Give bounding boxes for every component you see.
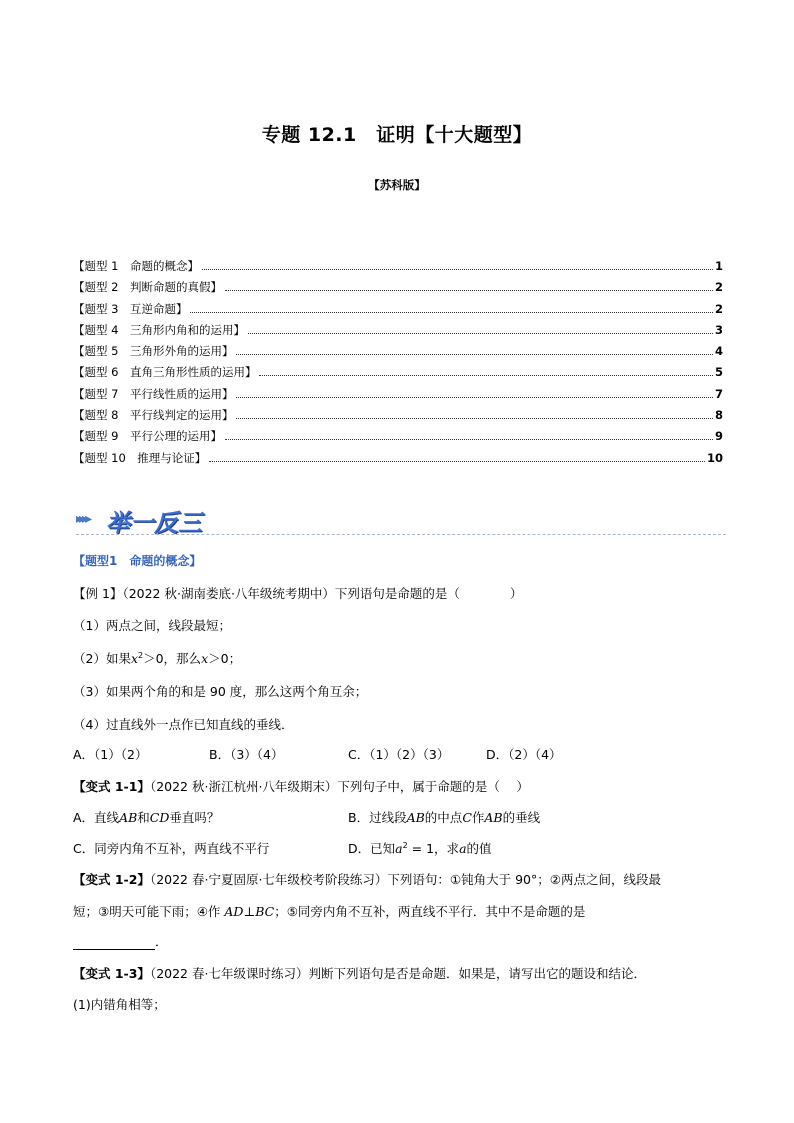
toc-item[interactable] bbox=[73, 258, 723, 279]
example-1-question bbox=[73, 584, 522, 602]
toc-item[interactable] bbox=[73, 386, 723, 407]
variant-1-1-question bbox=[73, 777, 529, 795]
toc-item[interactable] bbox=[73, 364, 723, 385]
option-d[interactable]: D．已知$a^2 = 1$，求a的值 bbox=[348, 840, 492, 856]
example-prefix: 【例 1】 bbox=[73, 586, 123, 601]
toc-item[interactable] bbox=[73, 450, 723, 471]
toc-item-page: 8 bbox=[714, 408, 723, 423]
toc-item[interactable] bbox=[73, 407, 723, 428]
variant-1-1-options-row bbox=[73, 808, 725, 826]
math-x: x bbox=[130, 651, 139, 666]
toc-leader-dots bbox=[236, 353, 713, 355]
toc-leader-dots bbox=[209, 460, 705, 462]
arrows-icon: ▸▸▸▸ bbox=[76, 511, 89, 527]
option-c[interactable]: C．同旁内角不互补，两直线不平行 bbox=[73, 841, 270, 856]
question-source: （2022 秋·浙江杭州·八年级期末） bbox=[149, 779, 338, 794]
table-of-contents bbox=[73, 258, 723, 471]
toc-item-label: 【题型 6 直角三角形性质的运用】 bbox=[73, 365, 257, 380]
toc-leader-dots bbox=[259, 374, 713, 376]
question-source: （2022 春·七年级课时练习） bbox=[149, 966, 309, 981]
toc-leader-dots bbox=[202, 268, 713, 270]
toc-leader-dots bbox=[225, 438, 713, 440]
toc-item-label: 【题型 9 平行公理的运用】 bbox=[73, 429, 222, 444]
toc-item-label: 【题型 4 三角形内角和的运用】 bbox=[73, 322, 245, 337]
toc-item-page: 1 bbox=[714, 259, 723, 273]
question-text: 下列语句是命题的是（ ） bbox=[334, 586, 523, 601]
question-source: （2022 春·宁夏固原·七年级校考阶段练习） bbox=[149, 872, 388, 887]
option-c[interactable]: C．（1）（2）（3） bbox=[348, 747, 450, 762]
example-1-item: （2）如果$x^2>0$，那么x＞0； bbox=[73, 650, 242, 666]
variant-1-3-question bbox=[73, 964, 646, 982]
toc-item[interactable] bbox=[73, 322, 723, 343]
question-text: 判断下列语句是否是命题．如果是，请写出它的题设和结论． bbox=[308, 966, 646, 981]
toc-item-page: 9 bbox=[714, 429, 723, 444]
toc-leader-dots bbox=[236, 417, 713, 419]
toc-item-label: 【题型 1 命题的概念】 bbox=[73, 259, 199, 273]
answer-blank-line: ． bbox=[73, 932, 168, 950]
option-b[interactable]: B．过线段AB的中点C作AB的垂线 bbox=[348, 810, 541, 825]
toc-item-page: 3 bbox=[714, 322, 723, 337]
toc-item-label: 【题型 3 互逆命题】 bbox=[73, 301, 188, 316]
answer-blank[interactable] bbox=[73, 935, 155, 950]
math-x: x bbox=[201, 651, 209, 666]
toc-item[interactable] bbox=[73, 428, 723, 449]
section-heading: 【题型1 命题的概念】 bbox=[73, 554, 202, 568]
toc-leader-dots bbox=[248, 332, 713, 334]
example-1-item: （4）过直线外一点作已知直线的垂线． bbox=[73, 717, 294, 732]
dashed-divider bbox=[76, 534, 726, 535]
toc-item[interactable] bbox=[73, 301, 723, 322]
toc-item-page: 2 bbox=[714, 280, 723, 295]
toc-item[interactable] bbox=[73, 279, 723, 300]
toc-item-label: 【题型 5 三角形外角的运用】 bbox=[73, 344, 234, 359]
banner-title: 举一反三 bbox=[106, 508, 202, 537]
toc-item-page: 2 bbox=[714, 301, 723, 316]
variant-1-2-question: 【变式 1-2】（2022 春·宁夏固原·七年级校考阶段练习）下列语句：①钝角大于 90°；②两点之间，线段最 bbox=[73, 872, 661, 887]
variant-prefix: 【变式 1-1】 bbox=[73, 779, 150, 794]
example-1-item: （3）如果两个角的和是 90 度，那么这两个角互余； bbox=[73, 684, 368, 699]
variant-prefix: 【变式 1-3】 bbox=[73, 966, 150, 981]
edition-label: 【苏科版】 bbox=[368, 178, 426, 192]
option-d[interactable]: D．（2）（4） bbox=[486, 747, 562, 762]
variant-1-2-question-cont: 短；③明天可能下雨；④作 AD⊥BC；⑤同旁内角不互补，两直线不平行．其中不是命题的是 bbox=[73, 904, 586, 919]
toc-leader-dots bbox=[190, 311, 713, 313]
example-1-item: （1）两点之间，线段最短； bbox=[73, 618, 231, 633]
variant-1-3-item: (1)内错角相等； bbox=[73, 997, 166, 1012]
document-title: 专题 12.1 证明【十大题型】 bbox=[261, 124, 533, 146]
toc-leader-dots bbox=[236, 396, 713, 398]
option-b[interactable]: B．（3）（4） bbox=[209, 747, 284, 762]
example-1-options bbox=[73, 745, 725, 763]
question-text: 下列句子中，属于命题的是（ ） bbox=[337, 779, 529, 794]
toc-item-page: 5 bbox=[714, 365, 723, 380]
option-a[interactable]: A．（1）（2） bbox=[73, 747, 148, 762]
option-a[interactable]: A．直线AB和CD垂直吗？ bbox=[73, 810, 220, 825]
section-banner bbox=[76, 503, 726, 539]
toc-leader-dots bbox=[225, 289, 713, 291]
toc-item-label: 【题型 10 推理与论证】 bbox=[73, 450, 207, 465]
toc-item-page: 4 bbox=[714, 344, 723, 359]
toc-item-page: 7 bbox=[714, 386, 723, 401]
toc-item-page: 10 bbox=[706, 450, 723, 465]
variant-1-1-options-row bbox=[73, 839, 725, 857]
toc-item-label: 【题型 7 平行线性质的运用】 bbox=[73, 386, 234, 401]
toc-item-label: 【题型 2 判断命题的真假】 bbox=[73, 280, 222, 295]
variant-prefix: 【变式 1-2】 bbox=[73, 872, 150, 887]
toc-item[interactable] bbox=[73, 343, 723, 364]
toc-item-label: 【题型 8 平行线判定的运用】 bbox=[73, 408, 234, 423]
question-source: （2022 秋·湖南娄底·八年级统考期中） bbox=[122, 586, 335, 601]
